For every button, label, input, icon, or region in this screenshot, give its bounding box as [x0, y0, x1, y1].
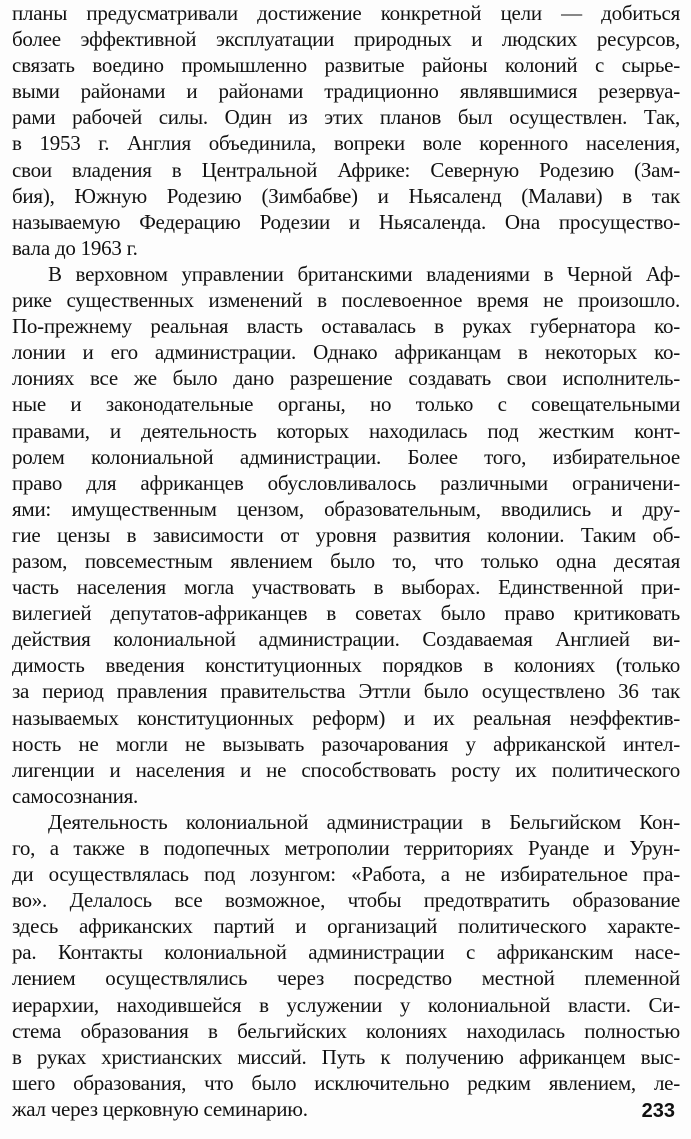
text-line: в руках христианских миссий. Путь к получению африканцем выс- — [12, 1044, 680, 1069]
text-line: ность не могли не вызывать разочарования у африканской интел- — [12, 731, 680, 756]
text-line: лониях все же было дано разрешение создавать свои исполнитель- — [12, 366, 680, 391]
text-line: часть населения могла участвовать в выборах. Единственной при- — [12, 575, 680, 600]
text-line: действия колониальной администрации. Создаваемая Англией ви- — [12, 627, 680, 652]
paragraph — [12, 809, 680, 1122]
text-line: лонии и его администрации. Однако африканцам в некоторых ко- — [12, 340, 680, 365]
page-number: 233 — [641, 1100, 675, 1122]
text-line: шего образования, что было исключительно редким явлением, ле- — [12, 1070, 680, 1095]
text-line: правами, и деятельность которых находилась под жестким конт- — [12, 418, 680, 443]
text-line: ра. Контакты колониальной администрации с африканским насе- — [12, 940, 680, 965]
text-line: более эффективной эксплуатации природных и людских ресурсов, — [12, 27, 680, 52]
text-line: По-прежнему реальная власть оставалась в руках губернатора ко- — [12, 314, 680, 339]
text-line: лигенции и населения и не способствовать росту их политического — [12, 757, 680, 782]
text-line: здесь африканских партий и организаций политического характе- — [12, 914, 680, 939]
text-line: за период правления правительства Эттли было осуществлено 36 так — [12, 679, 680, 704]
text-line: выми районами и районами традиционно являвшимися резервуа- — [12, 79, 680, 104]
paragraph — [12, 0, 680, 261]
text-line: называемую Федерацию Родезии и Ньясаленда. Она просущество- — [12, 209, 680, 234]
text-line: рике существенных изменений в послевоенное время не произошло. — [12, 288, 680, 313]
text-line: Деятельность колониальной администрации в Бельгийском Кон- — [48, 809, 680, 834]
text-line: го, а также в подопечных метрополии территориях Руанде и Урун- — [12, 836, 680, 860]
text-line: стема образования в бельгийских колониях находилась полностью — [12, 1018, 680, 1043]
text-line: во». Делалось все возможное, чтобы предотвратить образование — [12, 888, 680, 913]
text-line: лением осуществлялись через посредство местной племенной — [12, 966, 680, 991]
text-line: называемых конституционных реформ) и их реальная неэффектив- — [12, 705, 680, 730]
text-line: вилегией депутатов-африканцев в советах было право критиковать — [12, 601, 680, 626]
text-line: разом, повсеместным явлением было то, что только одна десятая — [12, 548, 680, 573]
text-line: вала до 1963 г. — [12, 235, 138, 260]
text-line: планы предусматривали достижение конкретной цели — добиться — [12, 1, 680, 25]
body-text — [12, 0, 680, 1122]
text-line: димость введения конституционных порядков в колониях (только — [12, 653, 680, 678]
text-line: рами рабочей силы. Один из этих планов был осуществлен. Так, — [12, 105, 680, 130]
text-line: бия), Южную Родезию (Зимбабве) и Ньясаленд (Малави) в так — [12, 183, 680, 208]
text-line: право для африканцев обусловливалось различными ограничени- — [12, 470, 680, 495]
text-line: В верховном управлении британскими владениями в Черной Аф- — [48, 261, 680, 286]
text-line: ные и законодательные органы, но только с совещательными — [12, 392, 680, 417]
text-line: свои владения в Центральной Африке: Северную Родезию (Зам- — [12, 157, 680, 182]
text-line: в 1953 г. Англия объединила, вопреки воле коренного населения, — [12, 131, 680, 156]
text-line: жал через церковную семинарию. — [12, 1096, 308, 1121]
text-line: самосознания. — [12, 783, 139, 808]
text-line: ями: имущественным цензом, образовательным, вводились и дру- — [12, 496, 680, 521]
text-line: иерархии, находившейся в услужении у колониальной власти. Си- — [12, 992, 680, 1017]
text-line: ролем колониальной администрации. Более того, избирательное — [12, 444, 680, 469]
text-line: связать воедино промышленно развитые районы колоний с сырье- — [12, 53, 680, 78]
text-line: гие цензы в зависимости от уровня развития колонии. Таким об- — [12, 522, 680, 547]
text-line: ди осуществлялась под лозунгом: «Работа, а не избирательное пра- — [12, 862, 680, 887]
paragraph — [12, 261, 680, 809]
